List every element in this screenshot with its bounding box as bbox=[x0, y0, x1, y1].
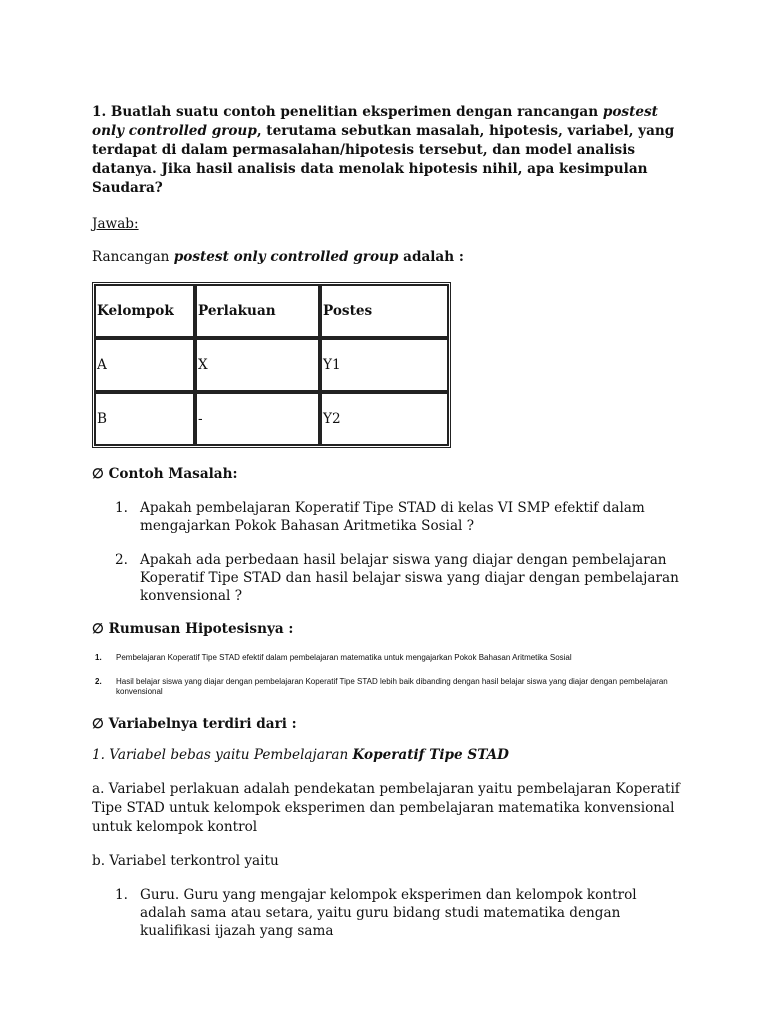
table-row bbox=[94, 338, 449, 392]
table-cell: X bbox=[195, 338, 320, 392]
list-item: 2. Hasil belajar siswa yang diajar dengan pembelajaran Koperatif Tipe STAD lebih baik dibanding dengan hasil belajar siswa yang diajar dengan pembelajaran konvensional bbox=[95, 677, 668, 696]
hipotesis-list bbox=[92, 653, 682, 697]
question-italic-term: postest only controlled group bbox=[92, 104, 658, 139]
terkontrol-list bbox=[92, 886, 682, 940]
header-cell: Kelompok bbox=[94, 284, 195, 338]
variabel-terkontrol-line: b. Variabel terkontrol yaitu bbox=[92, 853, 279, 869]
jawab-label: Jawab: bbox=[92, 216, 139, 232]
header-cell: Postes bbox=[320, 284, 449, 338]
variabel-bebas-line: 1. Variabel bebas yaitu Pembelajaran Koperatif Tipe STAD bbox=[92, 747, 509, 763]
list-item: 2. Apakah ada perbedaan hasil belajar siswa yang diajar dengan pembelajaran Koperatif Tipe STAD dan hasil belajar siswa yang diajar dengan pembelajaran konvensional ? bbox=[115, 552, 679, 604]
table-cell: A bbox=[94, 338, 195, 392]
table-header-row bbox=[94, 284, 449, 338]
design-table bbox=[92, 282, 451, 448]
document-page bbox=[92, 103, 682, 940]
rancangan-line: Rancangan postest only controlled group adalah : bbox=[92, 249, 464, 265]
table-cell: Y2 bbox=[320, 392, 449, 446]
list-item: 1. Guru. Guru yang mengajar kelompok eksperimen dan kelompok kontrol adalah sama atau setara, yaitu guru bidang studi matematika dengan kualifikasi ijazah yang sama bbox=[115, 887, 637, 939]
list-item: 1. Pembelajaran Koperatif Tipe STAD efektif dalam pembelajaran matematika untuk mengajarkan Pokok Bahasan Aritmetika Sosial bbox=[95, 653, 572, 662]
table-cell: B bbox=[94, 392, 195, 446]
rumusan-hipotesis-heading: ∅ Rumusan Hipotesisnya : bbox=[92, 621, 294, 637]
masalah-list bbox=[92, 499, 682, 605]
list-item: 1. Apakah pembelajaran Koperatif Tipe STAD di kelas VI SMP efektif dalam mengajarkan Pokok Bahasan Aritmetika Sosial ? bbox=[115, 500, 645, 534]
contoh-masalah-heading: ∅ Contoh Masalah: bbox=[92, 466, 238, 482]
table-cell: Y1 bbox=[320, 338, 449, 392]
header-cell: Perlakuan bbox=[195, 284, 320, 338]
table-row bbox=[94, 392, 449, 446]
table-cell: - bbox=[195, 392, 320, 446]
variabel-perlakuan-paragraph: a. Variabel perlakuan adalah pendekatan pembelajaran yaitu pembelajaran Koperatif Tipe STAD untuk kelompok eksperimen dan pembelajaran matematika konvensional untuk kelompok kontrol bbox=[92, 781, 680, 835]
variabel-heading: ∅ Variabelnya terdiri dari : bbox=[92, 716, 297, 732]
question-text: 1. Buatlah suatu contoh penelitian eksperimen dengan rancangan postest only controlled group, terutama sebutkan masalah, hipotesis, variabel, yang terdapat di dalam permasalahan/hipotesis tersebut, dan model analisis datanya. Jika hasil analisis data menolak hipotesis nihil, apa kesimpulan Saudara? bbox=[92, 104, 675, 196]
